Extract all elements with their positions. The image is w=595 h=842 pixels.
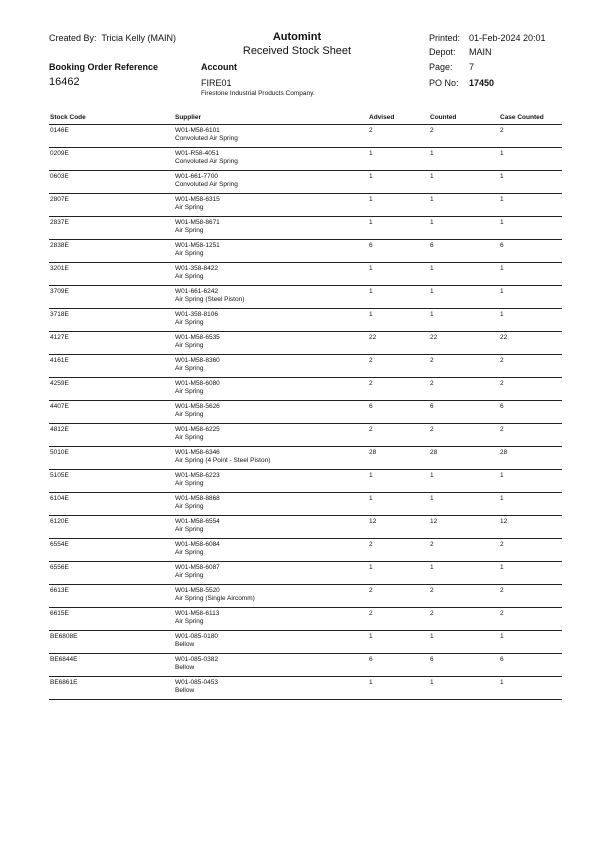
page-label: Page: bbox=[429, 62, 453, 72]
supplier-code: W01-358-8422 bbox=[175, 265, 218, 272]
table-row bbox=[49, 331, 562, 354]
counted-cell: 1 bbox=[430, 564, 434, 571]
stock-code-cell: 5105E bbox=[50, 472, 69, 479]
po-value: 17450 bbox=[469, 78, 495, 88]
advised-cell: 1 bbox=[369, 495, 373, 502]
po-label: PO No: bbox=[429, 78, 459, 88]
supplier-code: W01-M58-6084 bbox=[175, 541, 220, 548]
col-stock-code: Stock Code bbox=[50, 114, 86, 121]
item-description: Bellow bbox=[175, 687, 195, 695]
counted-cell: 1 bbox=[430, 495, 434, 502]
supplier-code: W01-M58-5626 bbox=[175, 403, 220, 410]
col-supplier: Supplier bbox=[175, 114, 202, 121]
item-description: Bellow bbox=[175, 641, 195, 649]
supplier-cell bbox=[175, 242, 220, 258]
item-description: Air Spring bbox=[175, 618, 204, 626]
item-description: Air Spring bbox=[175, 503, 204, 511]
supplier-cell bbox=[175, 518, 220, 534]
col-counted: Counted bbox=[430, 114, 457, 121]
stock-code-cell: 3201E bbox=[50, 265, 69, 272]
advised-cell: 6 bbox=[369, 656, 373, 663]
case-counted-cell: 1 bbox=[500, 265, 504, 272]
supplier-cell bbox=[175, 426, 220, 442]
depot-label: Depot: bbox=[429, 47, 456, 57]
supplier-code: W01-M58-8671 bbox=[175, 219, 220, 226]
table-body bbox=[49, 124, 562, 700]
supplier-code: W01-M58-6225 bbox=[175, 426, 220, 433]
stock-code-cell: 2838E bbox=[50, 242, 69, 249]
counted-cell: 1 bbox=[430, 219, 434, 226]
created-by-value: Tricia Kelly (MAIN) bbox=[101, 33, 177, 43]
item-description: Air Spring bbox=[175, 365, 204, 373]
advised-cell: 1 bbox=[369, 679, 373, 686]
supplier-cell bbox=[175, 564, 220, 580]
supplier-cell bbox=[175, 334, 220, 350]
counted-cell: 2 bbox=[430, 357, 434, 364]
case-counted-cell: 22 bbox=[500, 334, 508, 341]
advised-cell: 1 bbox=[369, 265, 373, 272]
supplier-code: W01-M58-6315 bbox=[175, 196, 220, 203]
stock-code-cell: 6554E bbox=[50, 541, 69, 548]
advised-cell: 1 bbox=[369, 173, 373, 180]
supplier-code: W01-R58-4051 bbox=[175, 150, 220, 157]
item-description: Air Spring bbox=[175, 342, 204, 350]
counted-cell: 1 bbox=[430, 472, 434, 479]
advised-cell: 28 bbox=[369, 449, 377, 456]
table-row bbox=[49, 653, 562, 676]
table-row bbox=[49, 561, 562, 584]
depot-value: MAIN bbox=[469, 47, 492, 57]
case-counted-cell: 1 bbox=[500, 495, 504, 502]
advised-cell: 6 bbox=[369, 242, 373, 249]
advised-cell: 6 bbox=[369, 403, 373, 410]
supplier-code: W01-085-0180 bbox=[175, 633, 218, 640]
case-counted-cell: 6 bbox=[500, 656, 504, 663]
supplier-cell bbox=[175, 380, 220, 396]
supplier-code: W01-M58-6113 bbox=[175, 610, 220, 617]
supplier-cell bbox=[175, 219, 220, 235]
case-counted-cell: 6 bbox=[500, 242, 504, 249]
item-description: Air Spring bbox=[175, 204, 204, 212]
case-counted-cell: 1 bbox=[500, 288, 504, 295]
table-row bbox=[49, 515, 562, 538]
account-value: FIRE01 bbox=[201, 78, 232, 88]
advised-cell: 22 bbox=[369, 334, 377, 341]
item-description: Air Spring bbox=[175, 572, 204, 580]
stock-code-cell: BE6844E bbox=[50, 656, 78, 663]
counted-cell: 1 bbox=[430, 288, 434, 295]
supplier-code: W01-M58-8868 bbox=[175, 495, 220, 502]
supplier-cell bbox=[175, 357, 220, 373]
table-row bbox=[49, 538, 562, 561]
case-counted-cell: 2 bbox=[500, 426, 504, 433]
col-case-counted: Case Counted bbox=[500, 114, 544, 121]
stock-code-cell: 4812E bbox=[50, 426, 69, 433]
supplier-code: W01-085-0453 bbox=[175, 679, 218, 686]
counted-cell: 2 bbox=[430, 541, 434, 548]
supplier-cell bbox=[175, 311, 218, 327]
counted-cell: 1 bbox=[430, 173, 434, 180]
advised-cell: 2 bbox=[369, 357, 373, 364]
stock-code-cell: 0146E bbox=[50, 127, 69, 134]
table-row bbox=[49, 607, 562, 630]
table-row bbox=[49, 308, 562, 331]
created-by-label: Created By: bbox=[49, 33, 97, 43]
table-row bbox=[49, 377, 562, 400]
stock-code-cell: 6613E bbox=[50, 587, 69, 594]
supplier-code: W01-M58-1251 bbox=[175, 242, 220, 249]
supplier-cell bbox=[175, 610, 219, 626]
counted-cell: 6 bbox=[430, 403, 434, 410]
stock-code-cell: 4161E bbox=[50, 357, 69, 364]
case-counted-cell: 28 bbox=[500, 449, 508, 456]
case-counted-cell: 2 bbox=[500, 610, 504, 617]
counted-cell: 22 bbox=[430, 334, 438, 341]
supplier-code: W01-M58-6223 bbox=[175, 472, 220, 479]
case-counted-cell: 6 bbox=[500, 403, 504, 410]
item-description: Bellow bbox=[175, 664, 195, 672]
case-counted-cell: 2 bbox=[500, 380, 504, 387]
stock-code-cell: BE6808E bbox=[50, 633, 78, 640]
stock-code-cell: 4407E bbox=[50, 403, 69, 410]
item-description: Convoluted Air Spring bbox=[175, 158, 238, 166]
case-counted-cell: 1 bbox=[500, 150, 504, 157]
advised-cell: 12 bbox=[369, 518, 377, 525]
advised-cell: 1 bbox=[369, 196, 373, 203]
advised-cell: 1 bbox=[369, 311, 373, 318]
table-row bbox=[49, 492, 562, 515]
supplier-cell bbox=[175, 127, 238, 143]
item-description: Air Spring bbox=[175, 480, 204, 488]
supplier-cell bbox=[175, 288, 244, 304]
supplier-code: W01-M58-6346 bbox=[175, 449, 220, 456]
counted-cell: 2 bbox=[430, 127, 434, 134]
item-description: Air Spring (Steel Piston) bbox=[175, 296, 245, 304]
counted-cell: 2 bbox=[430, 610, 434, 617]
case-counted-cell: 12 bbox=[500, 518, 508, 525]
account-label: Account bbox=[201, 62, 237, 72]
case-counted-cell: 1 bbox=[500, 564, 504, 571]
printed-value: 01-Feb-2024 20:01 bbox=[469, 33, 546, 43]
counted-cell: 1 bbox=[430, 196, 434, 203]
stock-code-cell: 6104E bbox=[50, 495, 69, 502]
table-row bbox=[49, 193, 562, 216]
supplier-cell bbox=[175, 633, 218, 649]
counted-cell: 12 bbox=[430, 518, 438, 525]
table-row bbox=[49, 584, 562, 607]
stock-code-cell: 3718E bbox=[50, 311, 69, 318]
supplier-code: W01-661-7700 bbox=[175, 173, 218, 180]
supplier-code: W01-085-0382 bbox=[175, 656, 218, 663]
case-counted-cell: 1 bbox=[500, 196, 504, 203]
created-by bbox=[49, 33, 176, 43]
case-counted-cell: 1 bbox=[500, 219, 504, 226]
supplier-cell bbox=[175, 495, 220, 511]
table-row bbox=[49, 147, 562, 170]
stock-code-cell: BE6861E bbox=[50, 679, 78, 686]
case-counted-cell: 2 bbox=[500, 541, 504, 548]
table-header-row bbox=[49, 113, 562, 124]
account-name: Firestone Industrial Products Company. bbox=[201, 90, 315, 97]
counted-cell: 28 bbox=[430, 449, 438, 456]
advised-cell: 1 bbox=[369, 150, 373, 157]
stock-code-cell: 3709E bbox=[50, 288, 69, 295]
advised-cell: 2 bbox=[369, 587, 373, 594]
document-subtitle: Received Stock Sheet bbox=[242, 45, 352, 57]
table-row bbox=[49, 262, 562, 285]
item-description: Air Spring bbox=[175, 273, 204, 281]
table-row bbox=[49, 676, 562, 700]
supplier-cell bbox=[175, 541, 220, 557]
supplier-cell bbox=[175, 679, 218, 695]
stock-code-cell: 6556E bbox=[50, 564, 69, 571]
advised-cell: 1 bbox=[369, 633, 373, 640]
supplier-cell bbox=[175, 656, 218, 672]
supplier-code: W01-661-6242 bbox=[175, 288, 218, 295]
stock-code-cell: 0209E bbox=[50, 150, 69, 157]
counted-cell: 2 bbox=[430, 380, 434, 387]
advised-cell: 2 bbox=[369, 127, 373, 134]
supplier-code: W01-M58-5520 bbox=[175, 587, 220, 594]
case-counted-cell: 2 bbox=[500, 127, 504, 134]
stock-code-cell: 6615E bbox=[50, 610, 69, 617]
table-row bbox=[49, 285, 562, 308]
supplier-cell bbox=[175, 587, 255, 603]
counted-cell: 2 bbox=[430, 587, 434, 594]
item-description: Air Spring bbox=[175, 250, 204, 258]
counted-cell: 2 bbox=[430, 426, 434, 433]
counted-cell: 1 bbox=[430, 679, 434, 686]
case-counted-cell: 1 bbox=[500, 679, 504, 686]
supplier-cell bbox=[175, 449, 270, 465]
case-counted-cell: 1 bbox=[500, 472, 504, 479]
advised-cell: 1 bbox=[369, 472, 373, 479]
advised-cell: 2 bbox=[369, 380, 373, 387]
booking-ref-label: Booking Order Reference bbox=[49, 62, 159, 72]
stock-code-cell: 6120E bbox=[50, 518, 69, 525]
case-counted-cell: 2 bbox=[500, 587, 504, 594]
case-counted-cell: 1 bbox=[500, 633, 504, 640]
counted-cell: 1 bbox=[430, 633, 434, 640]
item-description: Convoluted Air Spring bbox=[175, 181, 238, 189]
document-title: Automint bbox=[272, 31, 322, 43]
advised-cell: 2 bbox=[369, 541, 373, 548]
table-row bbox=[49, 216, 562, 239]
stock-table bbox=[49, 113, 562, 700]
item-description: Air Spring bbox=[175, 434, 204, 442]
counted-cell: 1 bbox=[430, 150, 434, 157]
advised-cell: 1 bbox=[369, 288, 373, 295]
booking-ref-value: 16462 bbox=[49, 76, 80, 88]
supplier-code: W01-358-8106 bbox=[175, 311, 218, 318]
supplier-cell bbox=[175, 472, 220, 488]
advised-cell: 2 bbox=[369, 426, 373, 433]
advised-cell: 2 bbox=[369, 610, 373, 617]
table-row bbox=[49, 239, 562, 262]
supplier-code: W01-M58-6101 bbox=[175, 127, 220, 134]
table-row bbox=[49, 630, 562, 653]
stock-code-cell: 2837E bbox=[50, 219, 69, 226]
table-row bbox=[49, 170, 562, 193]
item-description: Air Spring bbox=[175, 411, 204, 419]
case-counted-cell: 2 bbox=[500, 357, 504, 364]
table-row bbox=[49, 354, 562, 377]
case-counted-cell: 1 bbox=[500, 311, 504, 318]
table-row bbox=[49, 423, 562, 446]
supplier-code: W01-M58-8360 bbox=[175, 357, 220, 364]
page-value: 7 bbox=[469, 62, 475, 72]
stock-code-cell: 4127E bbox=[50, 334, 69, 341]
case-counted-cell: 1 bbox=[500, 173, 504, 180]
item-description: Air Spring bbox=[175, 526, 204, 534]
advised-cell: 1 bbox=[369, 219, 373, 226]
supplier-code: W01-M58-6554 bbox=[175, 518, 220, 525]
counted-cell: 6 bbox=[430, 656, 434, 663]
supplier-code: W01-M58-6087 bbox=[175, 564, 220, 571]
table-row bbox=[49, 124, 562, 147]
stock-code-cell: 5010E bbox=[50, 449, 69, 456]
table-row bbox=[49, 469, 562, 492]
printed-label: Printed: bbox=[429, 33, 461, 43]
col-advised: Advised bbox=[369, 114, 395, 121]
supplier-cell bbox=[175, 196, 220, 212]
counted-cell: 1 bbox=[430, 265, 434, 272]
table-row bbox=[49, 400, 562, 423]
item-description: Air Spring bbox=[175, 319, 204, 327]
item-description: Air Spring (4 Point - Steel Piston) bbox=[175, 457, 271, 465]
item-description: Convoluted Air Spring bbox=[175, 135, 238, 143]
supplier-cell bbox=[175, 150, 238, 166]
stock-code-cell: 0603E bbox=[50, 173, 69, 180]
supplier-code: W01-M58-6535 bbox=[175, 334, 220, 341]
item-description: Air Spring bbox=[175, 549, 204, 557]
stock-code-cell: 2807E bbox=[50, 196, 69, 203]
counted-cell: 1 bbox=[430, 311, 434, 318]
item-description: Air Spring bbox=[175, 227, 204, 235]
advised-cell: 1 bbox=[369, 564, 373, 571]
supplier-cell bbox=[175, 265, 218, 281]
supplier-code: W01-M58-6080 bbox=[175, 380, 220, 387]
item-description: Air Spring (Single Aircomm) bbox=[175, 595, 255, 603]
counted-cell: 6 bbox=[430, 242, 434, 249]
table-row bbox=[49, 446, 562, 469]
item-description: Air Spring bbox=[175, 388, 204, 396]
stock-code-cell: 4259E bbox=[50, 380, 69, 387]
supplier-cell bbox=[175, 173, 238, 189]
supplier-cell bbox=[175, 403, 220, 419]
